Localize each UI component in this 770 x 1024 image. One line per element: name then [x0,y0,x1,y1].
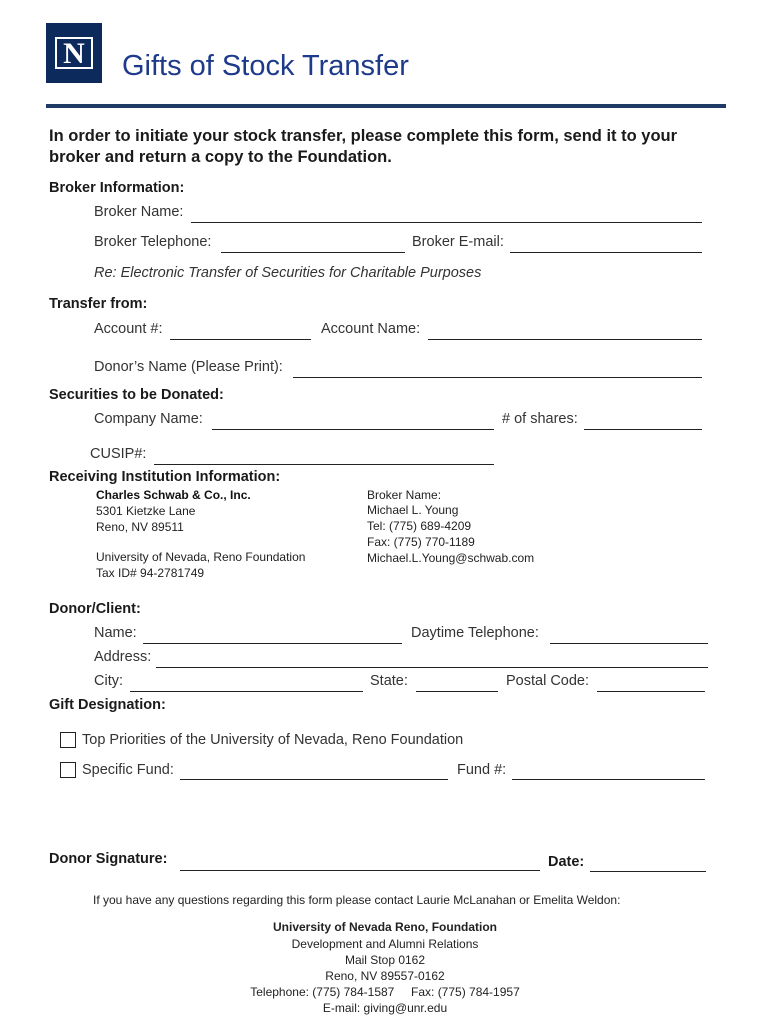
signature-label: Donor Signature: [49,851,168,867]
account-name-field[interactable] [428,322,702,340]
postal-code-field[interactable] [597,674,705,692]
state-label: State: [370,673,408,689]
fund-number-label: Fund #: [457,762,507,778]
institution-company: Charles Schwab & Co., Inc. [96,488,251,502]
address-label: Address: [94,649,152,665]
cusip-label: CUSIP#: [90,446,147,462]
intro-text: In order to initiate your stock transfer, please complete this form, send it to your broker and return a copy to the Foundation. [49,127,678,166]
broker-section-heading: Broker Information: [49,180,185,196]
company-name-label: Company Name: [94,411,203,427]
institution-address2: Reno, NV 89511 [96,520,184,534]
institution-address1: 5301 Kietzke Lane [96,504,196,518]
broker-name-label: Broker Name: [94,204,184,220]
donor-client-name-field[interactable] [143,626,402,644]
city-label: City: [94,673,123,689]
footer-city: Reno, NV 89557-0162 [325,969,445,983]
university-logo [46,23,102,83]
city-field[interactable] [130,674,363,692]
page-title: Gifts of Stock Transfer [122,50,409,82]
fund-number-field[interactable] [512,762,705,780]
company-name-field[interactable] [212,412,494,430]
institution-foundation: University of Nevada, Reno Foundation [96,550,306,564]
title-divider [46,104,726,108]
donor-name-label: Donor’s Name (Please Print): [94,359,283,375]
donor-client-name-label: Name: [94,625,137,641]
specific-fund-field[interactable] [180,762,448,780]
broker-email-field[interactable] [510,235,702,253]
donor-section-heading: Donor/Client: [49,601,141,617]
institution-tax-id: Tax ID# 94-2781749 [96,566,205,580]
block-n-icon [46,23,102,83]
svg-text:N: N [63,37,85,70]
date-label: Date: [548,854,585,870]
broker-telephone-field[interactable] [221,235,405,253]
broker-email-label: Broker E-mail: [412,234,504,250]
broker-contact-label: Broker Name: [367,488,442,502]
receiving-section-heading: Receiving Institution Information: [49,469,281,485]
postal-code-label: Postal Code: [506,673,590,689]
cusip-field[interactable] [154,447,494,465]
broker-contact-tel: Tel: (775) 689-4209 [367,519,472,533]
broker-name-field[interactable] [191,205,702,223]
daytime-telephone-label: Daytime Telephone: [411,625,539,641]
date-field[interactable] [590,854,706,872]
transfer-section-heading: Transfer from: [49,296,148,312]
broker-contact-name: Michael L. Young [367,503,459,517]
daytime-telephone-field[interactable] [550,626,708,644]
footer-org: University of Nevada Reno, Foundation [272,920,498,934]
broker-telephone-label: Broker Telephone: [94,234,212,250]
account-number-label: Account #: [94,321,163,337]
donor-name-field[interactable] [293,360,702,378]
footer-email: E-mail: giving@unr.edu [322,1001,448,1015]
footer-dept: Development and Alumni Relations [291,937,479,951]
state-field[interactable] [416,674,498,692]
footer-mailstop: Mail Stop 0162 [344,953,426,967]
top-priorities-checkbox[interactable] [60,732,76,748]
gift-section-heading: Gift Designation: [49,697,166,713]
securities-section-heading: Securities to be Donated: [49,387,224,403]
re-line: Re: Electronic Transfer of Securities for Charitable Purposes [94,265,482,281]
shares-label: # of shares: [502,411,578,427]
specific-fund-label: Specific Fund: [82,762,174,778]
broker-contact-fax: Fax: (775) 770-1189 [367,535,475,549]
shares-field[interactable] [584,412,702,430]
broker-contact-email: Michael.L.Young@schwab.com [367,551,535,565]
account-number-field[interactable] [170,322,311,340]
address-field[interactable] [156,650,708,668]
account-name-label: Account Name: [321,321,421,337]
top-priorities-label: Top Priorities of the University of Nevada, Reno Foundation [82,732,464,748]
contact-note: If you have any questions regarding this form please contact Laurie McLanahan or Emelita Weldon: [93,893,621,907]
footer-phones: Telephone: (775) 784-1587 Fax: (775) 784-1957 [250,985,520,999]
specific-fund-checkbox[interactable] [60,762,76,778]
signature-field[interactable] [180,853,540,871]
